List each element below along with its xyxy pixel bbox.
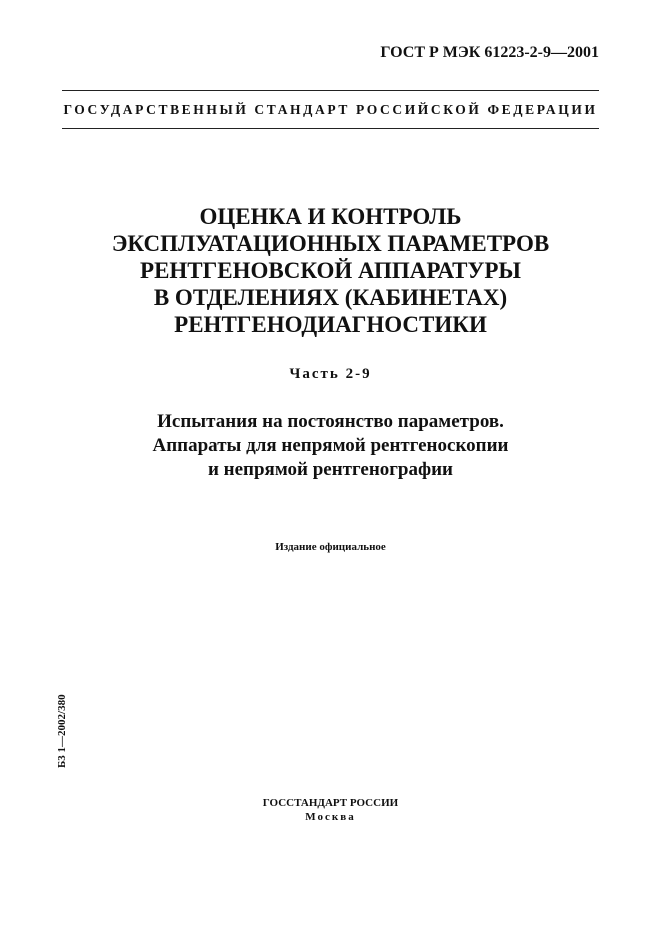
title-line: РЕНТГЕНОДИАГНОСТИКИ bbox=[174, 312, 487, 337]
document-subtitle bbox=[0, 410, 661, 482]
subtitle-line: Испытания на постоянство параметров. bbox=[157, 411, 504, 432]
header-rule-top bbox=[62, 90, 599, 91]
subtitle-line: и непрямой рентгенографии bbox=[207, 459, 454, 480]
publisher-block bbox=[0, 796, 661, 824]
subtitle-line: Аппараты для непрямой рентгеноскопии bbox=[152, 435, 509, 456]
part-label: Часть 2-9 bbox=[289, 366, 372, 382]
document-title bbox=[0, 203, 661, 338]
publisher-name: ГОССТАНДАРТ РОССИИ bbox=[262, 797, 399, 809]
header-rule-bottom bbox=[62, 128, 599, 129]
title-line: РЕНТГЕНОВСКОЙ АППАРАТУРЫ bbox=[140, 258, 521, 283]
classifier-code: Б3 1—2002/380 bbox=[56, 694, 68, 768]
document-code: ГОСТ Р МЭК 61223-2-9—2001 bbox=[380, 44, 599, 61]
state-standard-heading: ГОСУДАРСТВЕННЫЙ СТАНДАРТ РОССИЙСКОЙ ФЕДЕРАЦИИ bbox=[63, 102, 598, 117]
publisher-city: Москва bbox=[305, 811, 356, 823]
title-line: ОЦЕНКА И КОНТРОЛЬ bbox=[199, 204, 462, 229]
edition-label: Издание официальное bbox=[275, 541, 386, 553]
title-line: В ОТДЕЛЕНИЯХ (КАБИНЕТАХ) bbox=[153, 285, 508, 310]
title-line: ЭКСПЛУАТАЦИОННЫХ ПАРАМЕТРОВ bbox=[111, 231, 550, 256]
